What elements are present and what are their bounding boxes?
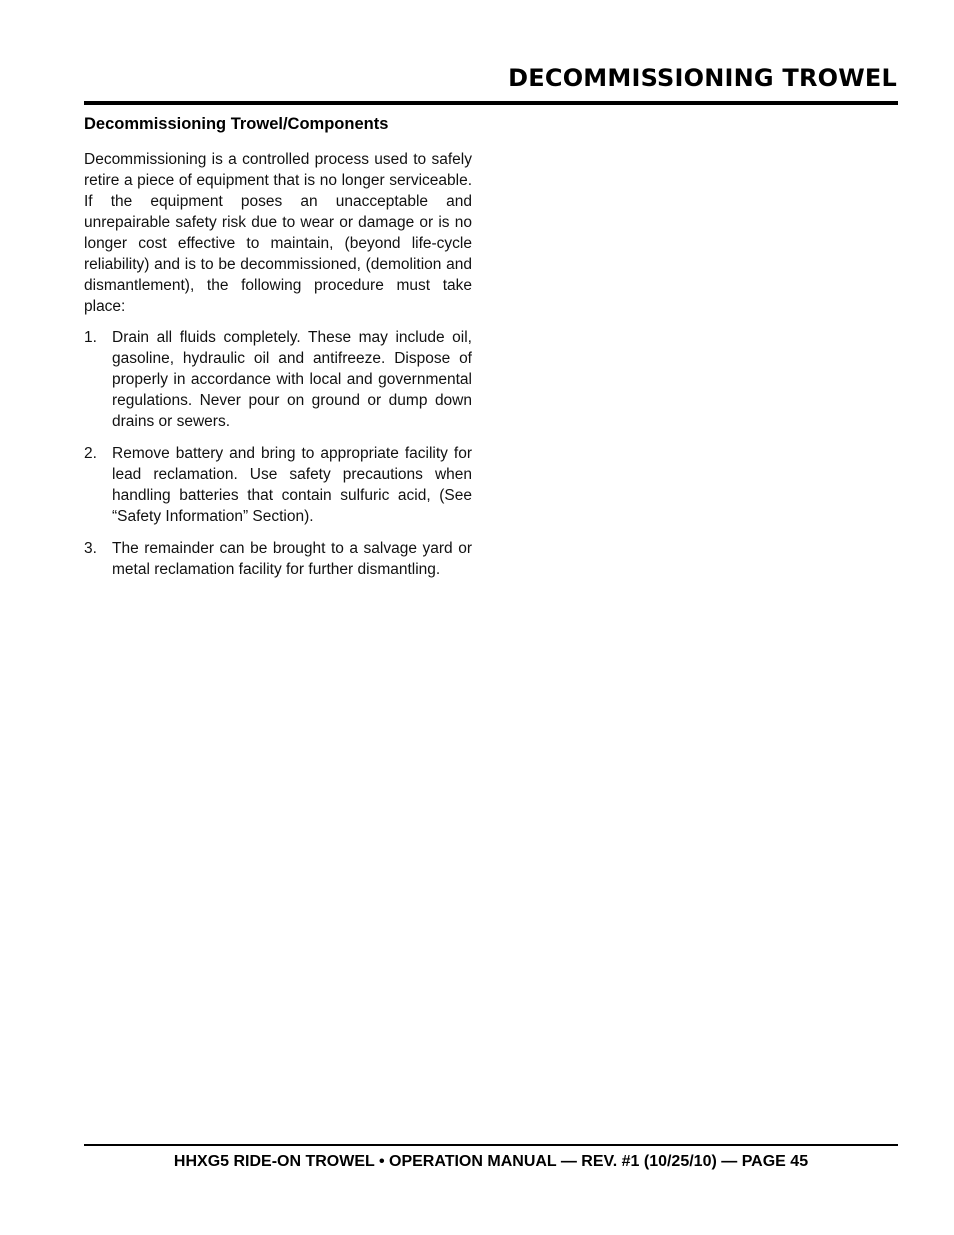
list-item — [84, 443, 472, 527]
list-item — [84, 327, 472, 432]
procedure-list — [84, 327, 472, 580]
step-text: Drain all fluids completely. These may include oil, gasoline, hydraulic oil and antifreeze. Dispose of properly in accordance with local and governmental regulations. Never pour on ground or dump down drains or sewers. — [112, 329, 472, 430]
intro-paragraph: Decommissioning is a controlled process used to safely retire a piece of equipment that is no longer serviceable. If the equipment poses an unacceptable and unrepairable safety risk due to wear or damage or is no longer cost effective to maintain, (beyond life-cycle reliability) and is to be decommissioned, (demolition and dismantlement), the following procedure must take place: — [84, 151, 472, 315]
list-item — [84, 538, 472, 580]
page-footer: HHXG5 RIDE-ON TROWEL • OPERATION MANUAL — REV. #1 (10/25/10) — PAGE 45 — [173, 1153, 809, 1170]
step-number: 2. — [84, 445, 97, 462]
footer-divider — [84, 1144, 898, 1146]
step-text: The remainder can be brought to a salvage yard or metal reclamation facility for further dismantling. — [112, 540, 472, 578]
section-heading: Decommissioning Trowel/Components — [84, 115, 389, 133]
title-divider — [84, 101, 898, 105]
step-number: 1. — [84, 329, 97, 346]
step-text: Remove battery and bring to appropriate facility for lead reclamation. Use safety precautions when handling batteries that contain sulfuric acid, (See “Safety Information” Section). — [112, 445, 472, 525]
page-title: DECOMMISSIONING TROWEL — [508, 64, 897, 92]
step-number: 3. — [84, 540, 97, 557]
main-content — [84, 114, 472, 591]
